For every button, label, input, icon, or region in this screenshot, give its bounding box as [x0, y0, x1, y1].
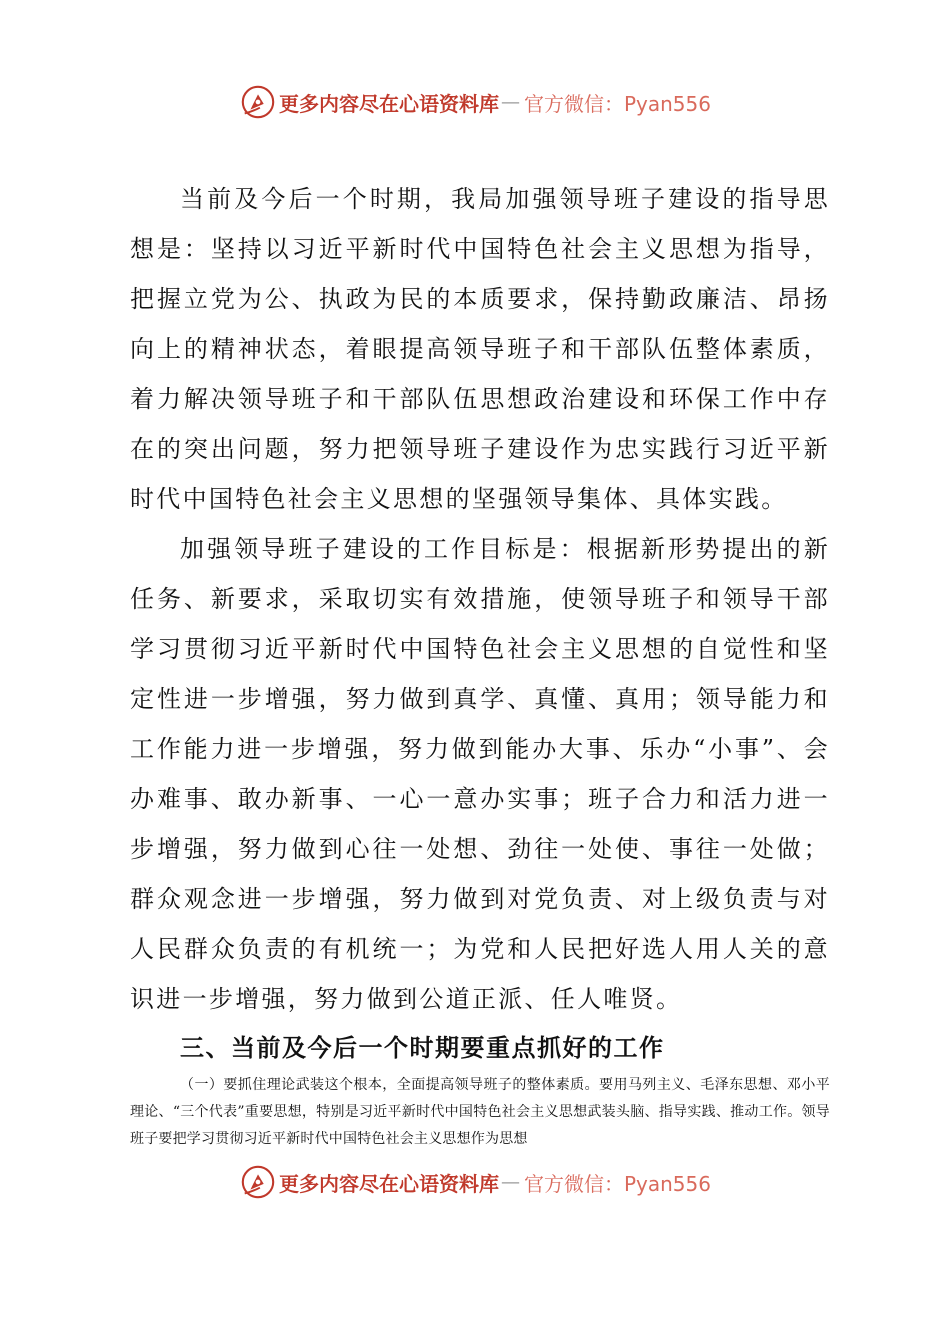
document-body [130, 174, 830, 1153]
banner-wechat-text: 官方微信：Pyan556 [523, 91, 711, 116]
paragraph-theory-armament: （一）要抓住理论武装这个根本，全面提高领导班子的整体素质。要用马列主义、毛泽东思想、邓小平理论、“三个代表”重要思想，特别是习近平新时代中国特色社会主义思想武装头脑、指导实践、推动工作。领导班子要把学习贯彻习近平新时代中国特色社会主义思想作为思想 [130, 1077, 830, 1147]
banner-separator: — [500, 91, 520, 113]
banner-separator: — [500, 1171, 520, 1193]
banner-wechat-text: 官方微信：Pyan556 [523, 1171, 711, 1196]
pen-nib-logo-icon [239, 83, 277, 121]
pen-nib-logo-icon [239, 1163, 277, 1201]
paragraph-guiding-ideology: 当前及今后一个时期，我局加强领导班子建设的指导思想是：坚持以习近平新时代中国特色社会主义思想为指导，把握立党为公、执政为民的本质要求，保持勤政廉洁、昂扬向上的精神状态，着眼提高领导班子和干部队伍整体素质，着力解决领导班子和干部队伍思想政治建设和环保工作中存在的突出问题，努力把领导班子建设作为忠实践行习近平新时代中国特色社会主义思想的坚强领导集体、具体实践。 [130, 185, 830, 513]
section-heading: 三、当前及今后一个时期要重点抓好的工作 [180, 1034, 665, 1062]
banner-brand-text: 更多内容尽在心语资料库 [278, 91, 499, 116]
banner-brand-text: 更多内容尽在心语资料库 [278, 1171, 499, 1196]
footer-banner [0, 1162, 950, 1202]
header-banner [0, 82, 950, 122]
paragraph-work-goals: 加强领导班子建设的工作目标是：根据新形势提出的新任务、新要求，采取切实有效措施，使领导班子和领导干部学习贯彻习近平新时代中国特色社会主义思想的自觉性和坚定性进一步增强，努力做到真学、真懂、真用；领导能力和工作能力进一步增强，努力做到能办大事、乐办“小事”、会办难事、敢办新事、一心一意办实事；班子合力和活力进一步增强，努力做到心往一处想、劲往一处使、事往一处做；群众观念进一步增强，努力做到对党负责、对上级负责与对人民群众负责的有机统一；为党和人民把好选人用人关的意识进一步增强，努力做到公道正派、任人唯贤。 [130, 535, 830, 1013]
